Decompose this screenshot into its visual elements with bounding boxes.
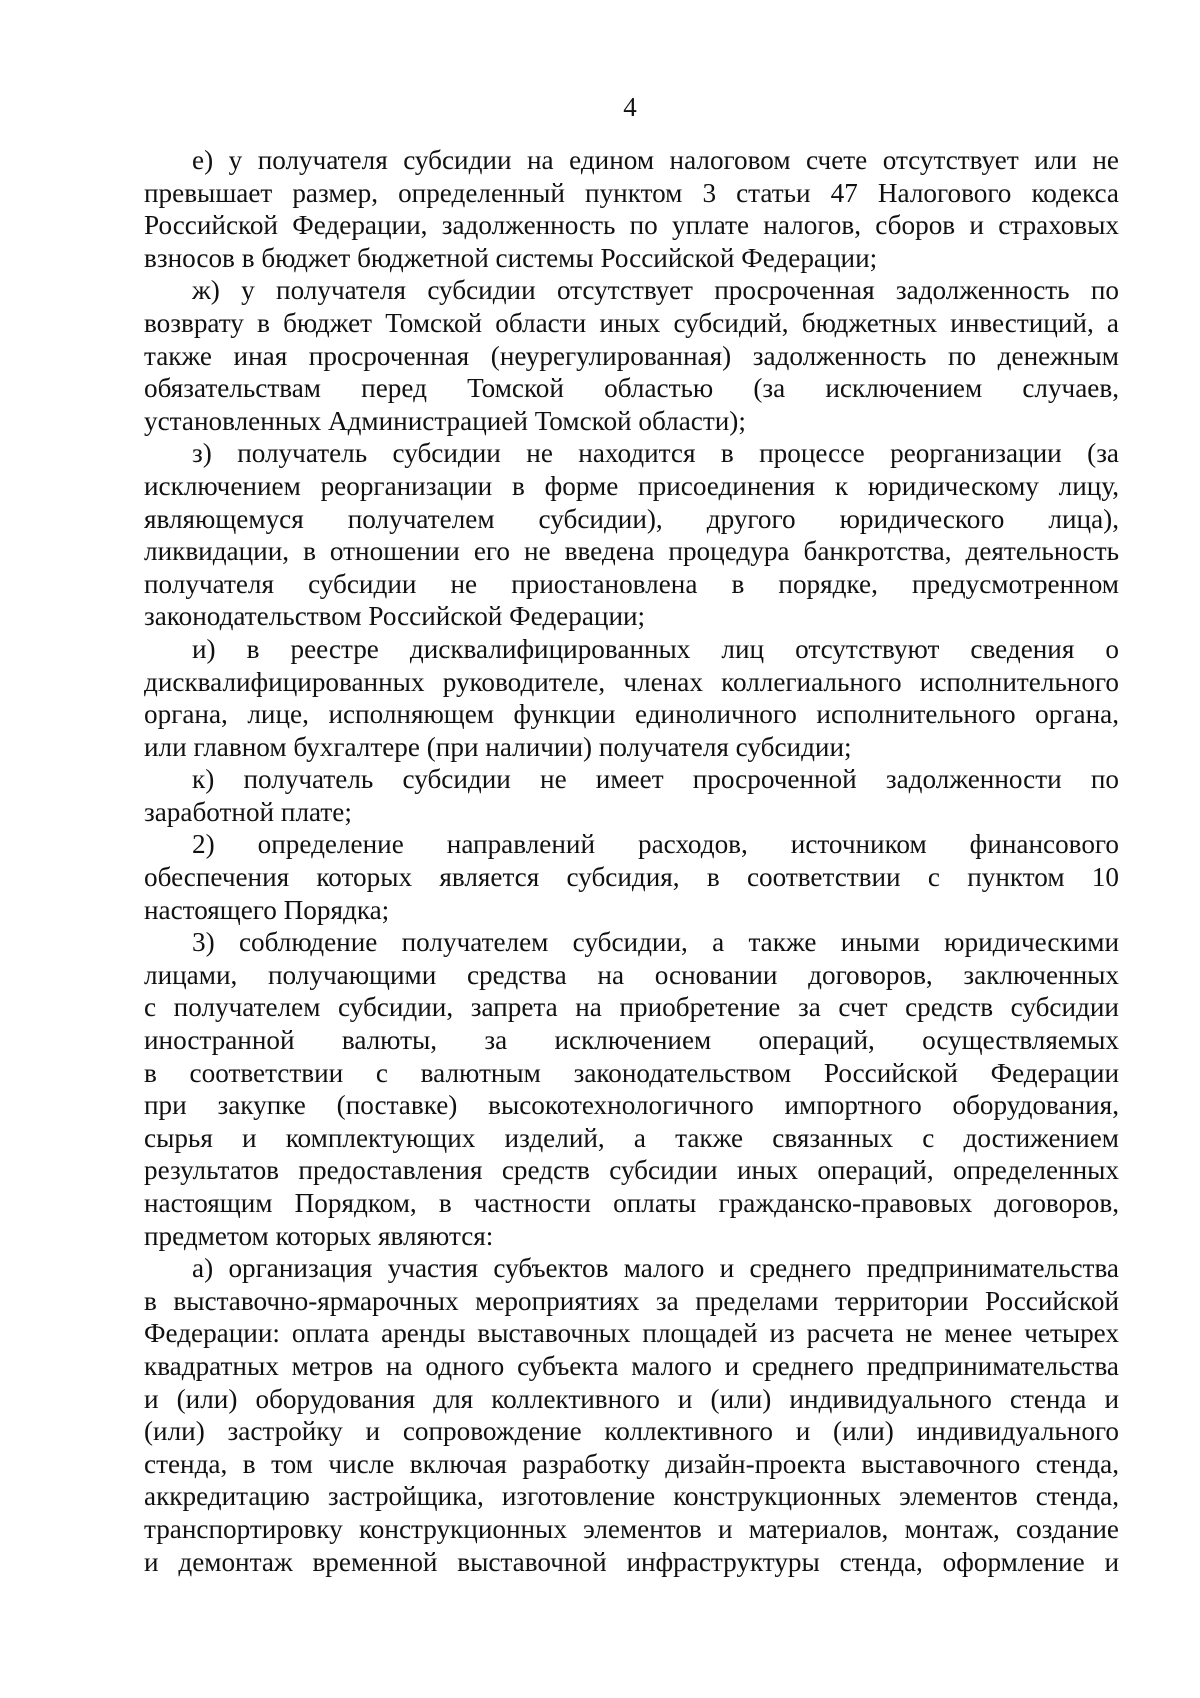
text-line: и демонтаж временной выставочной инфраструктуры стенда, оформление и [144, 1546, 1119, 1577]
text-line: аккредитацию застройщика, изготовление конструкционных элементов стенда, [144, 1481, 1119, 1512]
text-line: в выставочно-ярмарочных мероприятиях за пределами территории Российской [144, 1285, 1119, 1316]
text-line: и (или) оборудования для коллективного и (или) индивидуального стенда и [144, 1383, 1119, 1414]
paragraph [144, 437, 1119, 633]
text-line: лицами, получающими средства на основании договоров, заключенных [144, 959, 1119, 990]
text-line: (или) застройку и сопровождение коллективного и (или) индивидуального [144, 1416, 1119, 1447]
text-line: настоящим Порядком, в частности оплаты гражданско-правовых договоров, [144, 1188, 1119, 1218]
text-line: квадратных метров на одного субъекта малого и среднего предпринимательства [144, 1350, 1119, 1381]
text-line: также иная просроченная (неурегулированная) задолженность по денежным [144, 340, 1119, 371]
paragraph [144, 926, 1119, 1252]
text-line: транспортировку конструкционных элементов и материалов, монтаж, создание [144, 1513, 1119, 1544]
text-line: предметом которых являются: [144, 1220, 494, 1251]
text-line: ликвидации, в отношении его не введена процедура банкротства, деятельность [144, 536, 1119, 567]
text-line: органа, лице, исполняющем функции единоличного исполнительного органа, [144, 699, 1119, 730]
paragraph [144, 763, 1119, 828]
paragraph [144, 274, 1119, 437]
text-line: з) получатель субсидии не находится в процессе реорганизации (за [192, 438, 1119, 469]
text-line: дисквалифицированных руководителе, членах коллегиального исполнительного [144, 666, 1119, 697]
text-line: исключением реорганизации в форме присоединения к юридическому лицу, [144, 470, 1119, 501]
paragraph [144, 144, 1119, 274]
text-line: настоящего Порядка; [144, 894, 390, 925]
text-line: превышает размер, определенный пунктом 3 статьи 47 Налогового кодекса [144, 177, 1119, 208]
text-line: при закупке (поставке) высокотехнологичного импортного оборудования, [144, 1090, 1119, 1121]
text-line: Российской Федерации, задолженность по уплате налогов, сборов и страховых [144, 210, 1119, 241]
page-number: 4 [623, 92, 637, 122]
text-line: являющемуся получателем субсидии), другого юридического лица), [144, 503, 1119, 534]
text-line: Федерации: оплата аренды выставочных площадей из расчета не менее четырех [144, 1318, 1119, 1349]
text-line: 2) определение направлений расходов, источником финансового [192, 829, 1119, 860]
paragraph [144, 1252, 1119, 1578]
text-line: е) у получателя субсидии на едином налоговом счете отсутствует или не [192, 145, 1119, 175]
text-line: стенда, в том числе включая разработку дизайн-проекта выставочного стенда, [144, 1448, 1119, 1479]
text-line: и) в реестре дисквалифицированных лиц отсутствуют сведения о [192, 633, 1119, 664]
text-line: а) организация участия субъектов малого и среднего предпринимательства [192, 1253, 1119, 1284]
text-line: законодательством Российской Федерации; [144, 601, 646, 632]
text-line: иностранной валюты, за исключением операций, осуществляемых [144, 1025, 1119, 1056]
document-body [144, 144, 1119, 1578]
paragraph [144, 633, 1119, 763]
text-line: сырья и комплектующих изделий, а также связанных с достижением [144, 1122, 1119, 1153]
text-line: получателя субсидии не приостановлена в порядке, предусмотренном [144, 568, 1119, 599]
text-line: установленных Администрацией Томской области); [144, 405, 746, 436]
text-line: или главном бухгалтере (при наличии) получателя субсидии; [144, 731, 852, 762]
text-line: обеспечения которых является субсидия, в соответствии с пунктом 10 [144, 862, 1119, 893]
text-line: взносов в бюджет бюджетной системы Российской Федерации; [144, 242, 878, 273]
text-line: 3) соблюдение получателем субсидии, а также иными юридическими [192, 927, 1119, 958]
text-line: к) получатель субсидии не имеет просроченной задолженности по [192, 764, 1119, 795]
text-line: результатов предоставления средств субсидии иных операций, определенных [144, 1155, 1119, 1186]
paragraph [144, 828, 1119, 926]
text-line: возврату в бюджет Томской области иных субсидий, бюджетных инвестиций, а [144, 307, 1119, 338]
text-line: обязательствам перед Томской областью (за исключением случаев, [144, 373, 1119, 404]
text-line: с получателем субсидии, запрета на приобретение за счет средств субсидии [144, 992, 1119, 1023]
text-line: заработной плате; [144, 796, 352, 827]
text-line: в соответствии с валютным законодательством Российской Федерации [144, 1057, 1119, 1088]
text-line: ж) у получателя субсидии отсутствует просроченная задолженность по [192, 275, 1119, 306]
